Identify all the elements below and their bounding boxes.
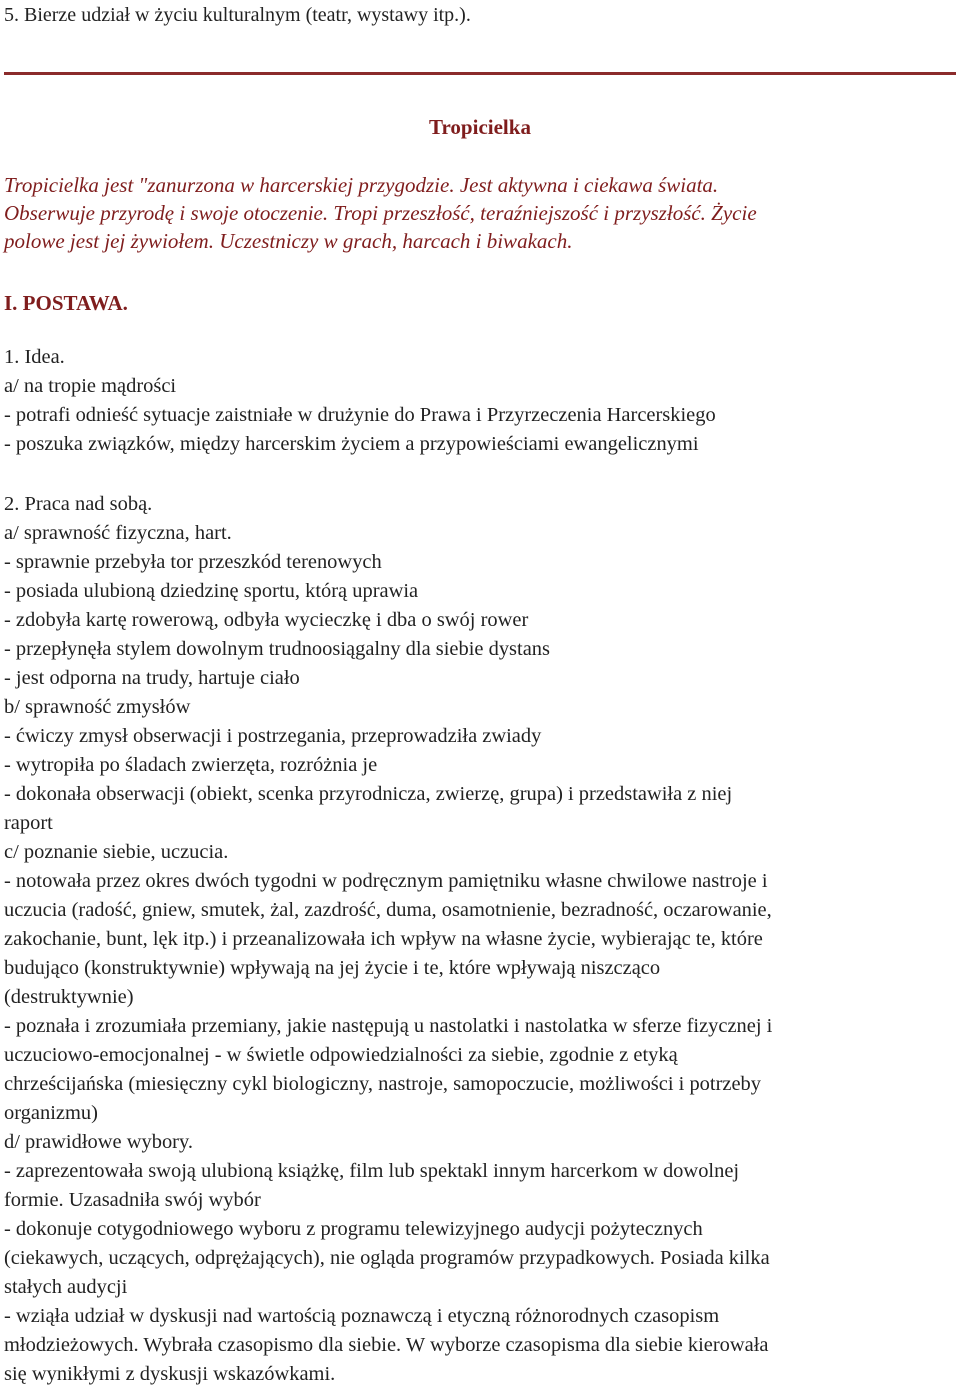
- text-line: - potrafi odnieść sytuacje zaistniałe w drużynie do Prawa i Przyrzeczenia Harcerskiego: [4, 404, 716, 426]
- section-self-work: [4, 490, 956, 1389]
- text-line: - dokonała obserwacji (obiekt, scenka przyrodnicza, zwierzę, grupa) i przedstawiła z niej: [4, 783, 733, 805]
- text-line: - przepłynęła stylem dowolnym trudnoosiągalny dla siebie dystans: [4, 638, 550, 660]
- text-line: a/ na tropie mądrości: [4, 375, 177, 397]
- text-line: - poszuka związków, między harcerskim życiem a przypowieściami ewangelicznymi: [4, 433, 699, 455]
- horizontal-divider: [4, 72, 956, 75]
- text-line: c/ poznanie siebie, uczucia.: [4, 841, 229, 863]
- subsection-heading: 1. Idea.: [4, 346, 65, 368]
- text-line: - dokonuje cotygodniowego wyboru z programu telewizyjnego audycji pożytecznych: [4, 1218, 703, 1240]
- text-line: - zdobyła kartę rowerową, odbyła wycieczkę i dba o swój rower: [4, 609, 529, 631]
- text-line: formie. Uzasadniła swój wybór: [4, 1189, 261, 1211]
- text-line: (destruktywnie): [4, 986, 134, 1008]
- intro-line: Obserwuje przyrodę i swoje otoczenie. Tropi przeszłość, teraźniejszość i przyszłość. Życie: [4, 201, 757, 225]
- text-line: budująco (konstruktywnie) wpływają na jej życie i te, które wpływają niszcząco: [4, 957, 661, 979]
- intro-paragraph: [4, 171, 954, 255]
- text-line: chrześcijańska (miesięczny cykl biologiczny, nastroje, samopoczucie, możliwości i potrzeby: [4, 1073, 762, 1095]
- text-line: - posiada ulubioną dziedzinę sportu, którą uprawia: [4, 580, 419, 602]
- text-line: d/ prawidłowe wybory.: [4, 1131, 194, 1153]
- text-line: - wziąła udział w dyskusji nad wartością poznawczą i etyczną różnorodnych czasopism: [4, 1305, 720, 1327]
- section-idea: [4, 343, 956, 459]
- text-line: - sprawnie przebyła tor przeszkód terenowych: [4, 551, 382, 573]
- text-line: organizmu): [4, 1102, 98, 1124]
- text-line: się wynikłymi z dyskusji wskazówkami.: [4, 1363, 336, 1385]
- text-line: stałych audycji: [4, 1276, 128, 1298]
- text-line: raport: [4, 812, 53, 834]
- text-line: - jest odporna na trudy, hartuje ciało: [4, 667, 300, 689]
- section-heading: I. POSTAWA.: [4, 291, 128, 315]
- text-line: (ciekawych, uczących, odprężających), nie ogląda programów przypadkowych. Posiada kilka: [4, 1247, 770, 1269]
- text-line: a/ sprawność fizyczna, hart.: [4, 522, 232, 544]
- text-line: uczucia (radość, gniew, smutek, żal, zazdrość, duma, osamotnienie, bezradność, oczarowanie,: [4, 899, 772, 921]
- intro-line: polowe jest jej żywiołem. Uczestniczy w grach, harcach i biwakach.: [4, 229, 573, 253]
- page-title: Tropicielka: [429, 115, 531, 139]
- text-line: - poznała i zrozumiała przemiany, jakie następują u nastolatki i nastolatka w sferze fizycznej i: [4, 1015, 773, 1037]
- text-line: - notowała przez okres dwóch tygodni w podręcznym pamiętniku własne chwilowe nastroje i: [4, 870, 768, 892]
- intro-line: Tropicielka jest "zanurzona w harcerskiej przygodzie. Jest aktywna i ciekawa świata.: [4, 173, 719, 197]
- text-line: - zaprezentowała swoją ulubioną książkę, film lub spektakl innym harcerkom w dowolnej: [4, 1160, 740, 1182]
- subsection-heading: 2. Praca nad sobą.: [4, 493, 153, 515]
- text-line: uczuciowo-emocjonalnej - w świetle odpowiedzialności za siebie, zgodnie z etyką: [4, 1044, 678, 1066]
- top-list-item: 5. Bierze udział w życiu kulturalnym (teatr, wystawy itp.).: [4, 4, 471, 26]
- text-line: - wytropiła po śladach zwierzęta, rozróżnia je: [4, 754, 378, 776]
- text-line: zakochanie, bunt, lęk itp.) i przeanalizowała ich wpływ na własne życie, wybierając te, które: [4, 928, 763, 950]
- text-line: - ćwiczy zmysł obserwacji i postrzegania, przeprowadziła zwiady: [4, 725, 542, 747]
- text-line: b/ sprawność zmysłów: [4, 696, 191, 718]
- text-line: młodzieżowych. Wybrała czasopismo dla siebie. W wyborze czasopisma dla siebie kierowała: [4, 1334, 769, 1356]
